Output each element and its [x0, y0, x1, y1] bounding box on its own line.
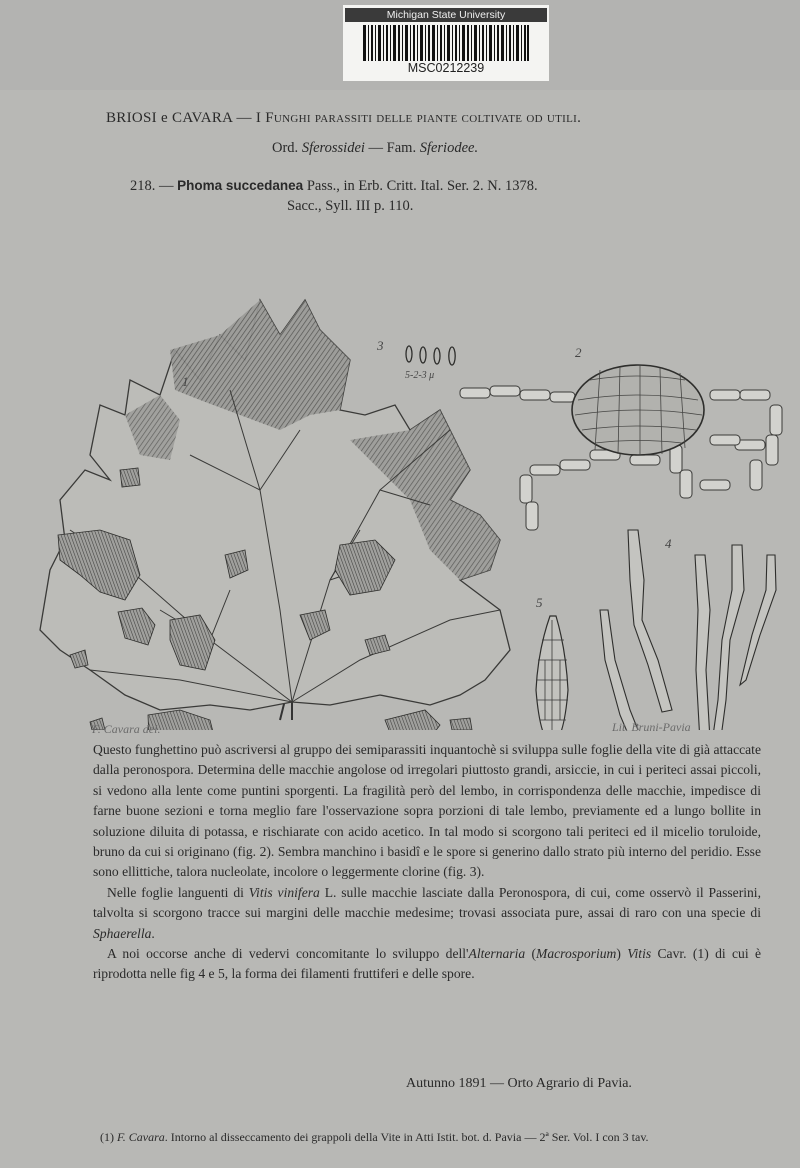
svg-text:1: 1: [182, 374, 189, 389]
spores-figure: [406, 346, 455, 365]
species-citation: Pass., in Erb. Critt. Ital. Ser. 2. N. 1378.: [303, 178, 538, 194]
family-name: Sferiodee.: [419, 140, 479, 156]
barcode-icon: [363, 25, 529, 61]
paragraph-2: Nelle foglie languenti di Vitis vinifera L. sulle macchie lasciate dalla Peronospora, di cui, come osservò il Passerini, talvolta si scorgono tracce sui margini delle macchie medesime; trovasi associata pure, assai di raro con una specie di Sphaerella.: [93, 884, 761, 941]
order-name: Sferossidei: [301, 140, 365, 156]
lithographer-credit: Lit. Bruni-Pavia: [612, 720, 691, 734]
series-title: I Funghi parassiti delle piante coltivate od utili.: [255, 110, 582, 126]
paragraph-3: A noi occorse anche di vedervi concomitante lo sviluppo dell'Alternaria (Macrosporium) Vitis Cavr. (1) di cui è riprodotta nelle fig 4 e 5, la forma dei filamenti fruttiferi e delle spore.: [93, 946, 761, 982]
svg-text:5: 5: [536, 595, 543, 610]
sylloge-reference: Sacc., Syll. III p. 110.: [287, 198, 414, 214]
order-family: Ord. Sferossidei — Fam. Sferiodee.: [272, 140, 479, 156]
footnote-author: F. Cavara: [117, 1130, 165, 1144]
perithecium-figure: [460, 365, 782, 530]
illustration-plate: [30, 240, 790, 730]
spore-figure-5: [536, 616, 568, 730]
paragraph-1: Questo funghettino può ascriversi al gruppo dei semiparassiti inquantochè si sviluppa sulle foglie della vite di già attaccate dalla peronospora. Determina delle macchie angolose od irregolari piuttosto grandi, arsiccie, in cui i periteci assai piccoli, si vedono alla lente come puntini sporgenti. La fragilità però del lembo, in corrispondenza delle macchie, impedisce di farne buone sezioni e torna meglio fare l'osservazione sopra porzioni di tale lembo, previamente ed a lungo bollite in soluzione diluita di potassa, e rischiarate con acido acetico. In tal modo si scorgono tali periteci ed il micelio toruloide, bruno da cui si originano (fig. 2). Sembra manchino i basidî e le spore si generino dallo strato più interno del peridio. Esse sono ellittiche, talora nucleolate, incolore o leggermente clorine (fig. 3).: [93, 742, 761, 880]
spore-scale: 5-2-3 μ: [405, 370, 435, 381]
herbarium-sheet: [0, 90, 800, 1168]
svg-text:3: 3: [377, 338, 384, 353]
vine-leaf-figure: [40, 300, 510, 730]
footnote: (1) F. Cavara. Intorno al disseccamento dei grappoli della Vite in Atti Istit. bot. d. Pavia — 2ª Ser. Vol. I con 3 tav.: [100, 1130, 649, 1144]
signature-line: Autunno 1891 — Orto Agrario di Pavia.: [406, 1076, 632, 1091]
specimen-label: [343, 5, 549, 81]
conidiophores-figure: [600, 530, 776, 730]
svg-text:4: 4: [665, 536, 672, 551]
artist-credit: F. Cavara del.: [92, 722, 161, 736]
species-heading: [130, 178, 538, 195]
top-band: [0, 0, 800, 95]
species-name: Phoma succedanea: [177, 178, 304, 193]
catalog-number: MSC0212239: [407, 61, 485, 75]
series-header: BRIOSI e CAVARA — I Funghi parassiti delle piante coltivate od utili.: [106, 110, 582, 126]
svg-text:2: 2: [575, 345, 582, 360]
authors: BRIOSI e CAVARA: [106, 110, 233, 126]
species-number: 218. —: [130, 178, 178, 194]
institution-name: Michigan State University: [345, 8, 547, 22]
description-text: [93, 740, 761, 985]
